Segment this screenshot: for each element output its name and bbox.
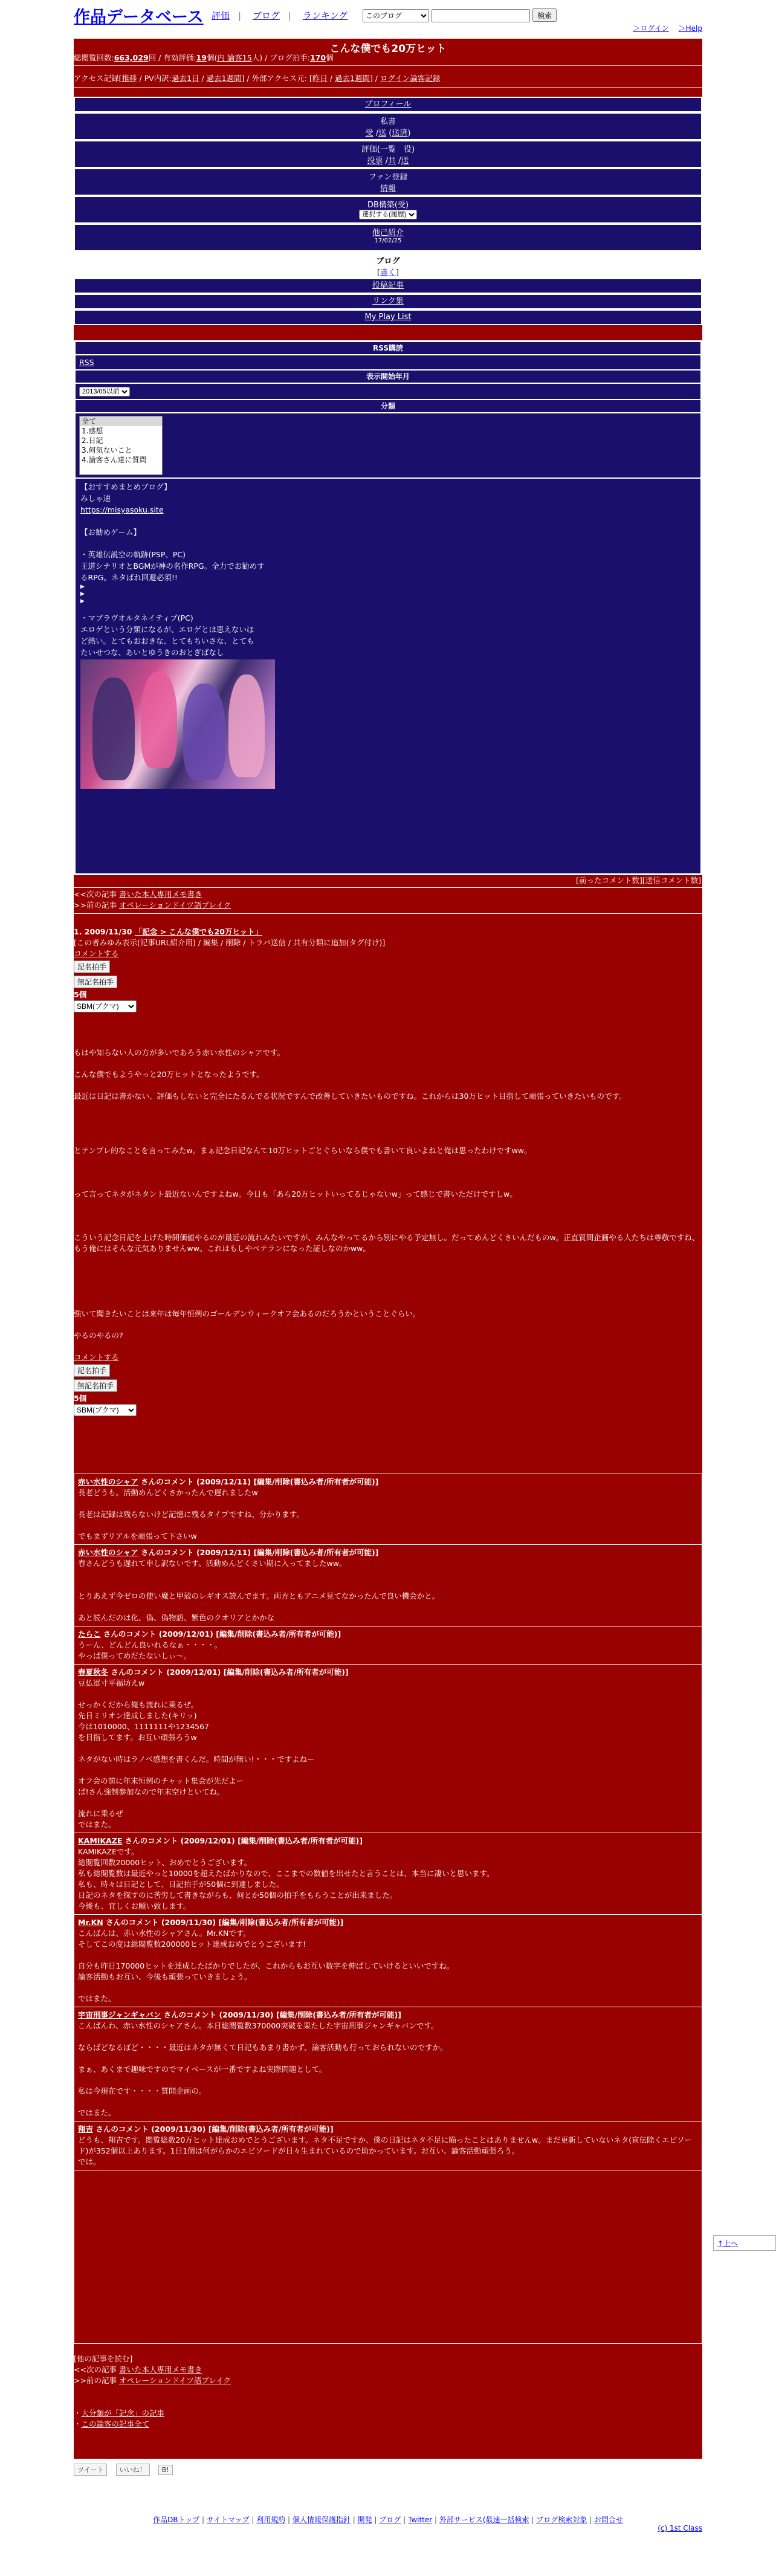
- comment-line: KAMIKAZEです。: [78, 1847, 139, 1856]
- comment-item: [74, 2007, 702, 2121]
- comment-line: そしてこの度は総閲覧数200000ヒット達成おめでとうございます!: [78, 1940, 306, 1949]
- entry-paragraph: やるのやるの?: [74, 1331, 123, 1340]
- entry-paragraph: とテンプレ的なことを言ってみたw。まぁ記念日記なんて10万ヒットごとぐらいなら僕でも書いて良いよねと俺は思ったわけですww。: [74, 1146, 532, 1155]
- profile-link[interactable]: プロフィール: [364, 100, 412, 109]
- comment-line: [78, 1520, 698, 1531]
- search-area: [363, 8, 557, 22]
- comment-write-link-2[interactable]: コメントする: [74, 1353, 119, 1362]
- comment-line: 流れに乗るぜ: [78, 1809, 123, 1818]
- playlist-link[interactable]: My Play List: [364, 312, 412, 322]
- share-buttons: [74, 2464, 179, 2476]
- entry-paragraph: もはや知らない人の方が多いであろう赤い水性のシャアです。: [74, 1048, 285, 1057]
- search-input[interactable]: [432, 9, 530, 22]
- footer-link[interactable]: 外部サービス(最速一括検索: [439, 2516, 529, 2524]
- blog-container: [74, 39, 702, 2459]
- comment-line: 長老どうも。活動めんどくさかったんで遅れましたw: [78, 1488, 258, 1497]
- anon-clap-button[interactable]: 無記名拍手: [74, 976, 117, 988]
- footer-link[interactable]: 作品DBトップ: [153, 2516, 200, 2524]
- comment-author-link[interactable]: 宇宙刑事ジャンギャバン: [78, 2010, 161, 2019]
- category-heading: 分類: [76, 400, 700, 413]
- blog-stats: 総閲覧回数:663,029回 / 有効評価:19個(内 論客15人) / ブログ拍手:170個: [74, 53, 334, 62]
- month-heading: 表示開始年月: [76, 371, 700, 384]
- category-item[interactable]: 全て: [80, 416, 162, 426]
- entry-paragraph: こういう記念日記を上げた時間価値やるのが最近の流れみたいですが、みんなやってるから別にやる予定無し。だってめんどくさいんだものw。正直質問企画やる人たちは尊敬ですね、もう俺にはそんな元気ありませんww。これはもしやベテランになった証しなのかww。: [74, 1233, 700, 1253]
- clap-button[interactable]: 記名拍手: [74, 960, 110, 973]
- comment-author-link[interactable]: Mr.KN: [78, 1918, 103, 1927]
- comment-author-link[interactable]: KAMIKAZE: [78, 1836, 123, 1845]
- posts-link[interactable]: 投稿記事: [372, 281, 404, 290]
- comment-line: [78, 2097, 698, 2108]
- category-item[interactable]: 1.感想: [82, 427, 103, 435]
- eval-common-link[interactable]: 共: [387, 157, 396, 166]
- comment-header: さんのコメント (2009/11/30) [編集/削除(書込み者/所有者が可能)]: [93, 2125, 334, 2134]
- blog-entry: [74, 927, 702, 1416]
- comment-line: [78, 1743, 698, 1754]
- comment-line: 私も、時々は日記として、日記拍手が50個に到達しました。: [78, 1880, 284, 1889]
- comment-header: さんのコメント (2009/12/11) [編集/削除(書込み者/所有者が可能)]: [138, 1548, 379, 1557]
- comment-header: さんのコメント (2009/12/01) [編集/削除(書込み者/所有者が可能)]: [100, 1629, 341, 1639]
- site-footer: 作品DBトップ | サイトマップ | 利用規約 | 個人情報保護指針 | 開発 | ブログ | Twitter | 外部サービス(最速一括検索 | ブログ検索対象 | お問合せ: [153, 2516, 623, 2524]
- clap-count: 5個: [74, 990, 87, 999]
- blog-row: ブログ [書く]: [74, 251, 702, 278]
- comment-line: 長老は記録は残らないけど記憶に残るタイプですね、分かります。: [78, 1510, 304, 1519]
- pm-send-link[interactable]: 送: [378, 129, 387, 138]
- comment-line: オフ会の前に年末恒例のチャット集会が先だよー: [78, 1776, 244, 1785]
- comment-line: [78, 1580, 698, 1591]
- comment-line: ならばどなるぼど・・・・最近はネタが無くて日記もあまり書かず、論客活動も行っておられないのですか。: [78, 2043, 448, 2052]
- entry-header: 1. 2009/11/30 「記念 > こんな僕でも20万ヒット」: [74, 927, 263, 936]
- site-logo[interactable]: 作品データベース: [74, 8, 204, 27]
- links-row: [74, 294, 702, 309]
- copyright: (c) 1st Class: [658, 2524, 702, 2532]
- comment-line: [78, 1982, 698, 1993]
- nav-eval[interactable]: 評価: [212, 10, 230, 21]
- comment-line: やっぱ僕ってめだたないしぃ〜。: [78, 1651, 192, 1660]
- game-banner-image[interactable]: [80, 659, 275, 789]
- comment-item: [74, 1915, 702, 2007]
- comment-line: 私は今現在です・・・・質問企画の。: [78, 2086, 207, 2095]
- comment-list: [74, 1474, 702, 2344]
- comment-write-link[interactable]: コメントする: [74, 949, 119, 958]
- comment-line: せっかくだから俺も流れに乗るぜ。: [78, 1700, 199, 1709]
- category-list[interactable]: [79, 416, 163, 475]
- comment-line: どうも、翔吉です。閲覧総数20万ヒット達成おめでとうございます。ネタ不足ですか、僕の日記はネタ不足に陥ったことはありませんw。まだ更新していないネタ(宣伝除くエピソード)が352個以上あります。1日1個は何がらかのエピソードが日々生まれているので助かっています。お互い、論客活動頑張ろう。: [78, 2135, 693, 2155]
- ext-yesterday-link[interactable]: 昨日: [312, 74, 328, 83]
- comment-line: 先日ミリオン達成しました(キリッ): [78, 1711, 197, 1720]
- bookmark-select-2[interactable]: [74, 1404, 137, 1416]
- comment-item: [74, 1474, 702, 1545]
- comment-line: 豆仏軍寸平福坊えw: [78, 1678, 145, 1688]
- banner-icon[interactable]: ▶ ▶ ▶: [80, 584, 85, 604]
- newer-post-link-bottom[interactable]: 書いた本人専用メモ書き: [118, 2365, 202, 2374]
- entry-paragraph: 最近は日記は書かない、評価もしないと完全にたるんでる状況ですんで改善していきたいものですね。これからは30万ヒット目指して頑張っていきたいものです。: [74, 1092, 627, 1101]
- comment-count-links[interactable]: [前ったコメント数][送信コメント数]: [575, 876, 701, 885]
- comment-line: こんばんは、赤い水性のシャアさん。Mr.KNです。: [78, 1929, 251, 1938]
- posts-row: [74, 278, 702, 294]
- recommend-block: 【おすすめまとめブログ】 みしゃ速 https://misyasoku.site 【お勧めゲーム】 ・英雄伝説空の軌跡(PSP、PC) 王道シナリオとBGMが神の名作RPG。全力でお勧めす るRPG。ネタばれ回避必須!! ▶ ▶ ▶ ・マブラヴオルタネイティブ(PC) エロゲという分類になるが、エロゲとは思えないほ ど熱い。とてもおおきな、とてもちいさな、とても たいせつな、あいとゆうきのおとぎばなし: [76, 479, 700, 791]
- fan-info-link[interactable]: 情報: [380, 184, 396, 193]
- divider: [74, 87, 702, 88]
- hatena-bookmark-button[interactable]: B!: [158, 2465, 173, 2475]
- comment-line: 総閲覧回数20000ヒット、おめでとうございます。: [78, 1858, 252, 1867]
- entry-title-link[interactable]: 「記念 > こんな僕でも20万ヒット」: [134, 927, 263, 936]
- side-panel: [74, 340, 702, 875]
- older-post-link[interactable]: オペレーションドイツ語ブレイク: [118, 901, 231, 910]
- comment-item: [74, 2121, 702, 2170]
- footer-link[interactable]: 利用規約: [256, 2516, 286, 2524]
- search-button[interactable]: 検索: [532, 8, 557, 22]
- entry-meta-links[interactable]: [この者みゆみ表示(記事URL紹介用) / 編集 / 削除 / トラバ送信 / 共有分類に追加(タグ付け)]: [74, 938, 386, 947]
- comment-header: さんのコメント (2009/12/01) [編集/削除(書込み者/所有者が可能)]: [122, 1836, 363, 1845]
- footer-link[interactable]: ブログ: [379, 2516, 401, 2524]
- comment-line: ではまた。: [78, 1820, 116, 1829]
- pm-received-link[interactable]: 受: [365, 129, 373, 138]
- pm-sent-link[interactable]: 送済: [392, 129, 408, 138]
- comment-header: さんのコメント (2009/12/01) [編集/削除(書込み者/所有者が可能)]: [108, 1668, 349, 1677]
- clap-button-2[interactable]: 記名拍手: [74, 1364, 110, 1377]
- comment-line: ば!さん強制参加なので年末空けといてね。: [78, 1787, 225, 1796]
- footer-link[interactable]: 開発: [357, 2516, 372, 2524]
- profile-row: [74, 97, 702, 112]
- footer-link[interactable]: 個人情報保護指針: [292, 2516, 351, 2524]
- divider: [74, 65, 702, 66]
- comment-item: [74, 1545, 702, 1626]
- comment-line: [78, 1602, 698, 1613]
- footer-link[interactable]: Twitter: [407, 2516, 433, 2524]
- comment-header: さんのコメント (2009/11/30) [編集/削除(書込み者/所有者が可能)]: [103, 1918, 344, 1927]
- like-button[interactable]: いいね！: [116, 2464, 150, 2476]
- comment-item: [74, 1665, 702, 1833]
- eval-critics-link[interactable]: 内 論客15: [217, 53, 252, 62]
- db-row: DB構築(受) 選択する(履歴): [74, 196, 702, 224]
- all-posts-link[interactable]: この論客の記事全て: [81, 2419, 150, 2429]
- footer-link[interactable]: お問合せ: [593, 2516, 623, 2524]
- comment-header: さんのコメント (2009/12/11) [編集/削除(書込み者/所有者が可能)]: [138, 1477, 379, 1486]
- login-critic-log-link[interactable]: ログイン論客記録: [380, 74, 441, 83]
- nav-ranking[interactable]: ランキング: [302, 10, 348, 21]
- entry-paragraph: こんな僕でもようやっと20万ヒットとなったようです。: [74, 1070, 264, 1079]
- rss-heading: RSS購読: [76, 342, 700, 355]
- category-posts-link[interactable]: 大分類が「記念」の記事: [81, 2409, 165, 2418]
- comment-line: [78, 1498, 698, 1509]
- comment-line: 春さんどうも遅れて申し訳ないです。活動めんどくさい期に入ってましたww。: [78, 1559, 347, 1568]
- ext-week-link[interactable]: 過去1週間: [335, 74, 370, 83]
- top-nav: 評価 | ブログ | ランキング: [212, 10, 348, 21]
- playlist-row: [74, 309, 702, 325]
- comment-line: [78, 1689, 698, 1700]
- bookmark-select[interactable]: [74, 1000, 137, 1012]
- profile-menu: [74, 97, 702, 325]
- comment-line: うーん、どんどん良いれるなぁ・・・・。: [78, 1640, 222, 1649]
- pv-week-link[interactable]: 過去1週間: [206, 74, 242, 83]
- access-log: アクセス記録[推移 / PV内訳:過去1日 / 過去1週間] / 外部アクセス元: [昨日 / 過去1週間] / ログイン論客記録: [74, 74, 441, 83]
- footer-link[interactable]: サイトマップ: [206, 2516, 250, 2524]
- comment-item: [74, 1833, 702, 1915]
- comment-line: あと読んだのは化、偽、偽物語、紫色のクオリアとかかな: [78, 1613, 275, 1622]
- category-item[interactable]: 3.何気ないこと: [82, 446, 132, 455]
- comment-line: 私も総閲覧数は最近やっと10000を超えたばかりなので、ここまでの数値を出せたと言うことは、本当に凄いと思います。: [78, 1869, 494, 1878]
- month-select[interactable]: [79, 387, 130, 396]
- comment-line: [78, 2031, 698, 2042]
- db-history-select[interactable]: [359, 210, 417, 219]
- back-to-top[interactable]: ↑上へ: [713, 2235, 776, 2251]
- comment-line: 今後も、宜しくお願い致します。: [78, 1901, 191, 1911]
- comment-line: とりあえず今ゼロの使い魔と甲殻のレギオス読んでます。両方ともアニメ見てなかったんで良い機会かと。: [78, 1591, 440, 1600]
- older-post-link-bottom[interactable]: オペレーションドイツ語ブレイク: [118, 2376, 231, 2385]
- comment-line: 日記のネタを探すのに苦労して書きながらも、何とか50個の拍手をもらうことが出来ました。: [78, 1891, 398, 1900]
- comment-line: [78, 1569, 698, 1580]
- comment-header: さんのコメント (2009/11/30) [編集/削除(書込み者/所有者が可能)]: [161, 2010, 401, 2019]
- comment-line: ではまた。: [78, 2108, 116, 2117]
- total-views-link[interactable]: 663,029: [114, 53, 149, 62]
- comment-line: でもまずリアルを頑張って下さいw: [78, 1532, 197, 1541]
- comment-author-link[interactable]: たらこ: [78, 1629, 101, 1639]
- comment-line: まぁ、あくまで趣味ですのでマイペースが一番ですよね実際問題として。: [78, 2065, 327, 2074]
- comment-line: [78, 1950, 698, 1961]
- eval-count-link[interactable]: 19: [196, 53, 207, 62]
- comment-line: [78, 1765, 698, 1776]
- category-item[interactable]: 2.日記: [82, 436, 103, 445]
- comment-line: 自分も昨日170000ヒットを達成したばかりでしたが、これからもお互い数字を伸ばしていけるといいですね。: [78, 1961, 454, 1970]
- blog-title: こんな僕でも20万ヒット: [329, 43, 447, 55]
- anon-clap-button-2[interactable]: 無記名拍手: [74, 1379, 117, 1392]
- private-msg-row: 私書 受 /送 (送済): [74, 112, 702, 140]
- comment-line: [78, 2075, 698, 2086]
- footer-link[interactable]: ブログ検索対象: [536, 2516, 587, 2524]
- recommend-url-link[interactable]: https://misyasoku.site: [80, 505, 164, 514]
- comment-line: では。: [78, 2157, 101, 2166]
- clap-count-link[interactable]: 170: [309, 53, 326, 62]
- bottom-nav: [他の記事を読む] <<次の記事 書いた本人専用メモ書き >>前の記事 オペレーションドイツ語ブレイク ・大分類が「記念」の記事 ・この論客の記事全て: [74, 2354, 231, 2429]
- comment-author-link[interactable]: 翔吉: [78, 2125, 94, 2134]
- clap-count-2: 5個: [74, 1394, 87, 1403]
- main-top: [前ったコメント数][送信コメント数] <<次の記事 書いた本人専用メモ書き >>前の記事 オペレーションドイツ語ブレイク: [74, 875, 702, 916]
- comment-line: ネタがない時はラノベ感想を書くんだ。時間が無い!・・・ですよねー: [78, 1755, 315, 1764]
- comment-author-link[interactable]: 赤い水性のシャア: [78, 1477, 138, 1486]
- fan-row: ファン登録 情報: [74, 168, 702, 196]
- comment-author-link[interactable]: 赤い水性のシャア: [78, 1548, 138, 1557]
- login-link[interactable]: ＞ログイン: [633, 24, 669, 33]
- access-trend-link[interactable]: 推移: [121, 74, 137, 83]
- link-collection-link[interactable]: リンク集: [372, 297, 404, 306]
- pv-day-link[interactable]: 過去1日: [172, 74, 199, 83]
- comment-line: ではまた。: [78, 1994, 116, 2003]
- comment-line: こんばんわ、赤い水性のシャアさん。本日総閲覧数370000突破を果たした宇宙刑事ジャンギャバンです。: [78, 2021, 439, 2030]
- comment-line: を目指してます。お互い頑張ろうw: [78, 1733, 197, 1742]
- comment-item: [74, 1626, 702, 1665]
- newer-post-link[interactable]: 書いた本人専用メモ書き: [118, 890, 202, 899]
- search-scope-select[interactable]: [363, 9, 429, 22]
- intro-row: 他己紹介 17/02/25: [74, 224, 702, 251]
- entry-paragraph: 強いて聞きたいことは来年は毎年恒例のゴールデンウィークオフ会あるのだろうかということぐらい。: [74, 1309, 421, 1318]
- help-link[interactable]: ＞Help: [678, 24, 702, 33]
- eval-vote-link[interactable]: 投票: [367, 157, 383, 166]
- rss-link[interactable]: RSS: [79, 358, 94, 367]
- entry-paragraph: って言ってネタがネタント最近ないんですよねw。今日も「あら20万ヒットいってるじゃないw」って感じで書いただけですしw。: [74, 1189, 517, 1199]
- tweet-button[interactable]: ツイート: [74, 2464, 107, 2476]
- comment-line: [78, 2053, 698, 2064]
- comment-line: 今は1010000、1111111や1234567: [78, 1722, 210, 1731]
- blog-write-link[interactable]: 書く: [380, 268, 396, 277]
- nav-blog[interactable]: ブログ: [252, 10, 280, 21]
- category-item[interactable]: 4.論客さん達に質問: [82, 456, 147, 464]
- intro-link[interactable]: 他己紹介: [372, 228, 404, 238]
- comment-line: [78, 1798, 698, 1808]
- comment-author-link[interactable]: 春夏秋冬: [78, 1668, 109, 1677]
- site-header: [0, 0, 776, 39]
- eval-row: 評価(一覧 役) 投票 /共 /送: [74, 140, 702, 168]
- account-links: [626, 23, 702, 33]
- comment-line: 論客活動もお互い、今後も頑張っていきましょう。: [78, 1972, 252, 1981]
- eval-send-link[interactable]: 送: [401, 157, 409, 166]
